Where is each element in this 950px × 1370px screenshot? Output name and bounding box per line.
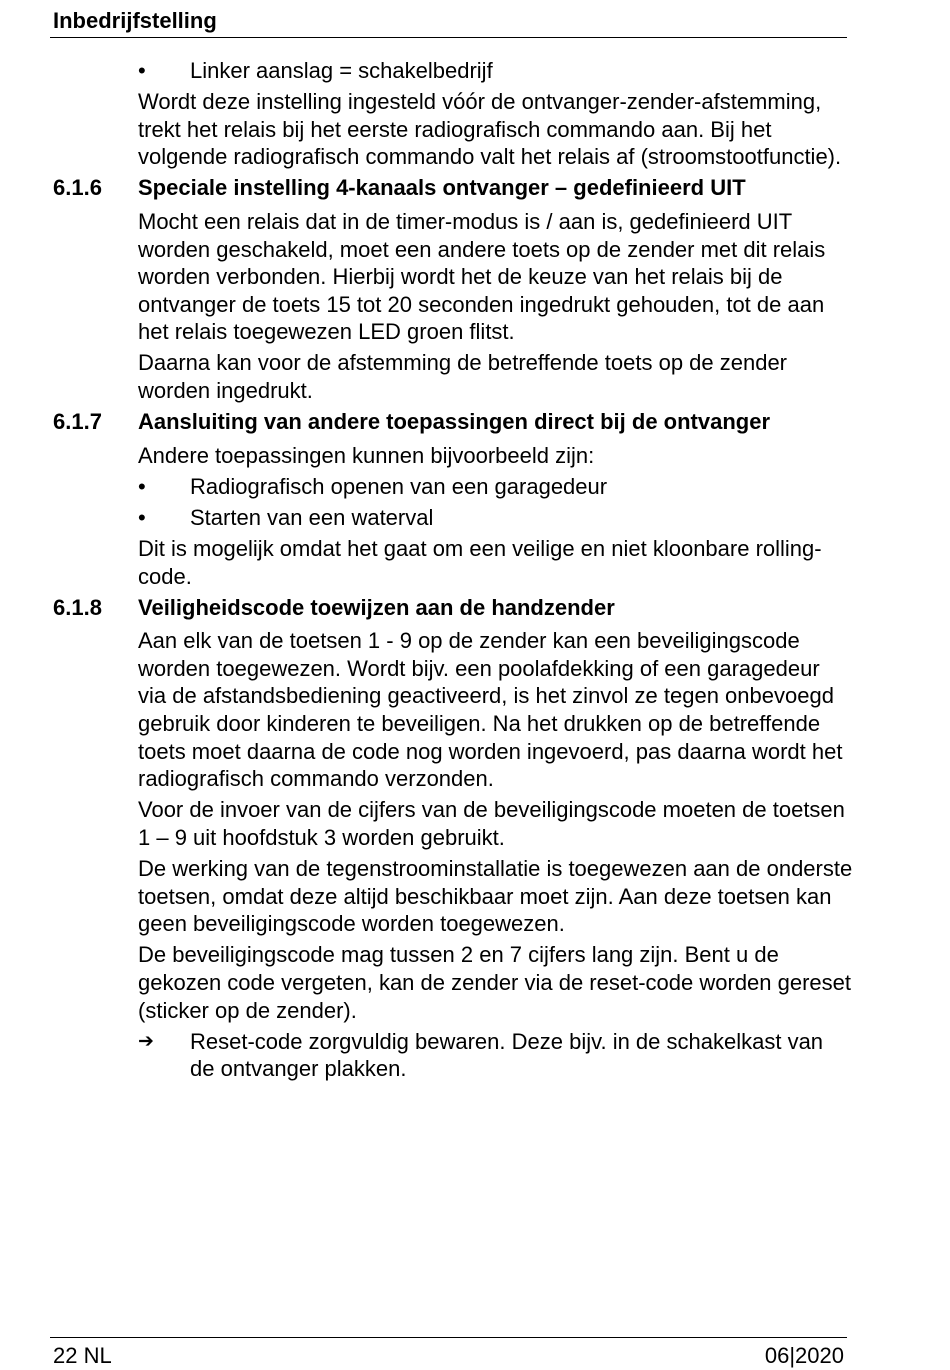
section-number: 6.1.7 — [53, 409, 102, 435]
section-6-1-6-paragraph-2: Daarna kan voor de afstemming de betreffende toets op de zender worden ingedrukt. — [138, 350, 788, 404]
section-heading-6-1-6 — [53, 174, 853, 202]
section-6-1-8-paragraph-4: De beveiligingscode mag tussen 2 en 7 cijfers lang zijn. Bent u de gekozen code vergeten, kan de zender via de reset-code worden gereset (sticker op de zender). — [138, 942, 852, 1023]
list-item-text: Radiografisch openen van een garagedeur — [190, 473, 608, 499]
section-6-1-8-paragraph-1: Aan elk van de toetsen 1 - 9 op de zender kan een beveiligingscode worden toegewezen. Wordt bijv. een poolafdekking of een garagedeur via de afstandsbediening geactiveerd, is het zinvol ze tegen onbevoegd gebruik door kinderen te beveiligen. Na het drukken op de betreffende toets moet daarna de code nog worden ingevoerd, pas daarna wordt het radiografisch commando verzonden. — [138, 628, 843, 792]
section-6-1-6-paragraph-1: Mocht een relais dat in de timer-modus is / aan is, gedefinieerd UIT worden geschakeld, moet een andere toets op de zender met dit relais worden verbonden. Hierbij wordt het de keuze van het relais bij de ontvanger de toets 15 tot 20 seconden ingedrukt gehouden, tot de aan het relais toegewezen LED groen flitst. — [138, 208, 826, 345]
section-6-1-7-lead: Andere toepassingen kunnen bijvoorbeeld zijn: — [138, 442, 595, 468]
bullet-mark: • — [138, 58, 146, 83]
section-number: 6.1.8 — [53, 594, 102, 620]
section-6-1-8-paragraph-2: Voor de invoer van de cijfers van de beveiligingscode moeten de toetsen 1 – 9 uit hoofdstuk 3 worden gebruikt. — [138, 797, 845, 850]
list-item — [138, 504, 853, 532]
section-heading-6-1-8 — [53, 594, 853, 622]
section-6-1-8-paragraph-3: De werking van de tegenstroominstallatie is toegewezen aan de onderste toetsen, omdat deze altijd beschikbaar moet zijn. Aan deze toetsen kan geen beveiligingscode worden toegewezen. — [138, 856, 853, 937]
intro-bullet-text: Linker aanslag = schakelbedrijf — [190, 58, 493, 83]
section-6-1-7-closing: Dit is mogelijk omdat het gaat om een veilige en niet kloonbare rolling-code. — [138, 536, 822, 589]
footer-date: 06|2020 — [764, 1343, 844, 1368]
list-item-text: Starten van een waterval — [190, 504, 434, 530]
tip-item — [138, 1028, 853, 1083]
footer-page-label: 22 NL — [53, 1343, 112, 1368]
page-header-title: Inbedrijfstelling — [53, 8, 217, 33]
section-title: Aansluiting van andere toepassingen direct bij de ontvanger — [138, 409, 771, 435]
tip-text: Reset-code zorgvuldig bewaren. Deze bijv. in de schakelkast van de ontvanger plakken. — [190, 1028, 824, 1082]
footer-divider — [50, 1337, 847, 1338]
intro-bullet — [138, 57, 853, 85]
arrow-right-icon: ➔ — [138, 1030, 154, 1052]
bullet-mark: • — [138, 504, 146, 530]
page-content — [53, 57, 853, 1086]
intro-paragraph: Wordt deze instelling ingesteld vóór de ontvanger-zender-afstemming, trekt het relais bij het eerste radiografisch commando aan. Bij het volgende radiografisch commando valt het relais af (stroomstootfunctie). — [138, 89, 842, 170]
section-number: 6.1.6 — [53, 175, 102, 201]
section-title: Speciale instelling 4-kanaals ontvanger – gedefinieerd UIT — [138, 175, 746, 201]
section-heading-6-1-7 — [53, 408, 853, 436]
header-divider — [50, 37, 847, 38]
section-title: Veiligheidscode toewijzen aan de handzender — [138, 594, 615, 620]
list-item — [138, 473, 853, 501]
bullet-mark: • — [138, 473, 146, 499]
